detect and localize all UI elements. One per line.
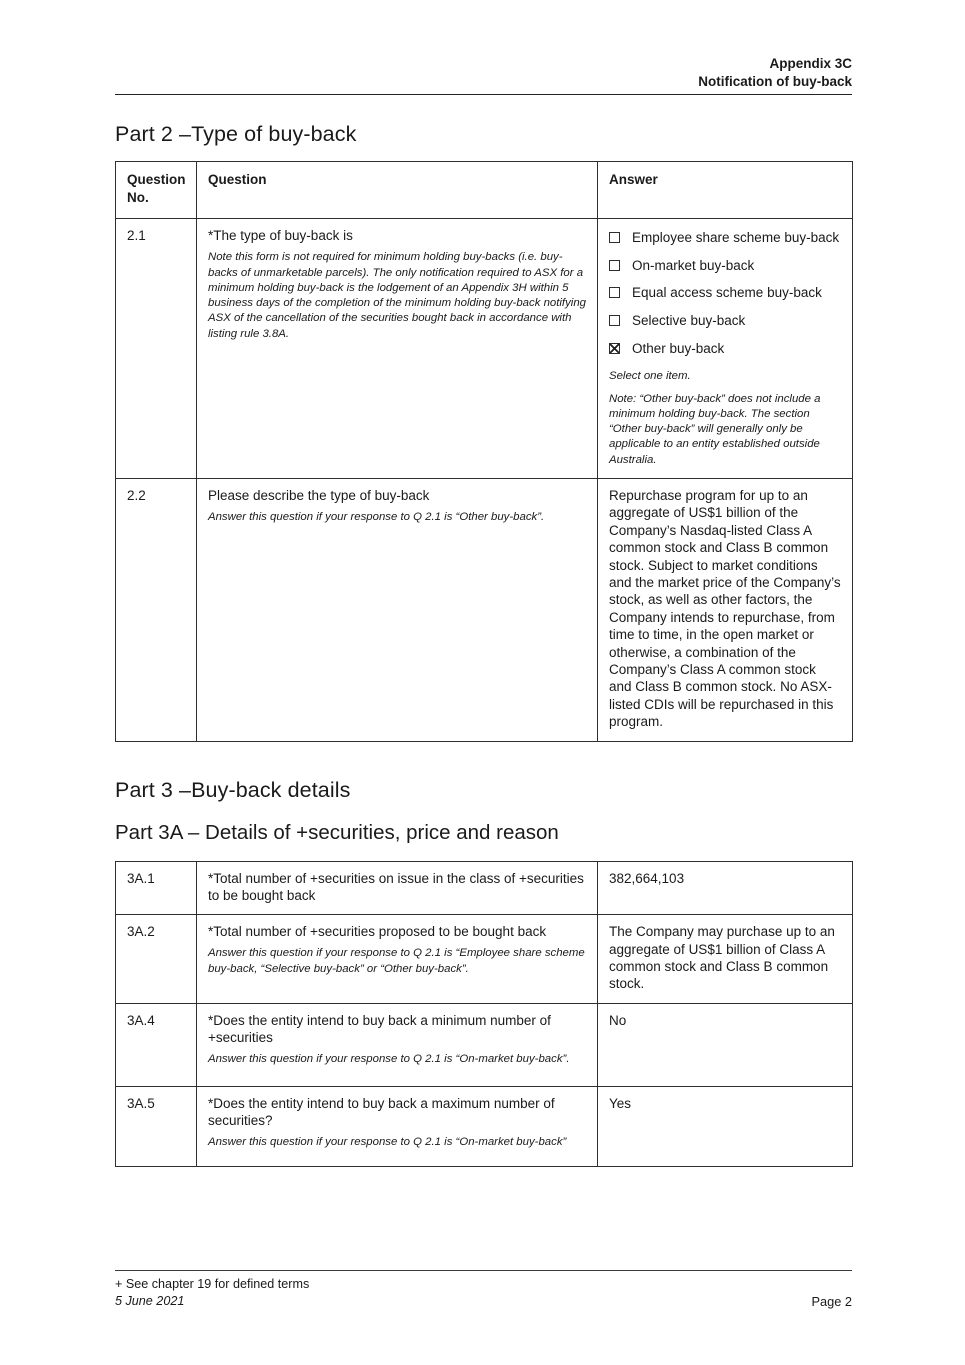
question-number: 3A.5 <box>116 1086 197 1166</box>
answer-text: The Company may purchase up to an aggregate of US$1 billion of Class A common stock and Class B common stock. <box>609 924 835 992</box>
defined-terms-note: + See chapter 19 for defined terms <box>115 1277 310 1291</box>
question-note: Answer this question if your response to Q 2.1 is “On-market buy-back”. <box>208 1053 570 1066</box>
question-note: Note this form is not required for minimum holding buy-backs (i.e. buy-backs of unmarketable parcels). The only notification required to ASX for a minimum holding buy-back is the lodgement of an Appendix 3H within 5 business days of the completion of the minimum holding buy-back notifying ASX of the cancellation of the securities bought back in accordance with listing rule 3.8A. <box>208 251 586 340</box>
question-number: 3A.1 <box>116 861 197 915</box>
answer-cell <box>598 915 853 1004</box>
question-note: Answer this question if your response to Q 2.1 is “Other buy-back”. <box>208 511 545 524</box>
answer-cell <box>598 478 853 741</box>
option-selective <box>609 312 841 331</box>
checkbox-icon <box>609 260 620 271</box>
answer-text: Yes <box>609 1095 632 1111</box>
option-on-market <box>609 257 841 276</box>
option-equal-access <box>609 284 841 303</box>
page-number: Page 2 <box>811 1294 852 1310</box>
question-cell <box>197 861 598 915</box>
option-label: Equal access scheme buy-back <box>632 285 822 301</box>
table-row <box>116 1086 853 1166</box>
table-row <box>116 1003 853 1086</box>
question-text: *Total number of +securities on issue in the class of +securities to be bought back <box>208 870 584 903</box>
question-cell <box>197 915 598 1004</box>
answer-text: 382,664,103 <box>609 870 685 886</box>
answer-note: Note: “Other buy-back” does not include a minimum holding buy-back. The section “Other buy-back” will generally only be applicable to an entity established outside Australia. <box>609 392 821 466</box>
option-other <box>609 340 841 359</box>
footer-date: 5 June 2021 <box>115 1294 185 1309</box>
question-text: *Total number of +securities proposed to be bought back <box>208 924 547 940</box>
table-row <box>116 219 853 479</box>
question-number: 3A.4 <box>116 1003 197 1086</box>
part2-heading: Part 2 –Type of buy-back <box>115 122 357 146</box>
question-cell <box>197 1086 598 1166</box>
question-note: Answer this question if your response to Q 2.1 is “Employee share scheme buy-back, “Selective buy-back” or “Other buy-back”. <box>208 947 585 975</box>
table-row <box>116 915 853 1004</box>
table-header-row <box>116 162 853 219</box>
answer-cell <box>598 1003 853 1086</box>
question-cell <box>197 1003 598 1086</box>
answer-text: No <box>609 1012 627 1028</box>
question-number: 2.2 <box>116 478 197 741</box>
question-number: 3A.2 <box>116 915 197 1004</box>
question-note: Answer this question if your response to Q 2.1 is “On-market buy-back” <box>208 1136 567 1149</box>
question-text: *Does the entity intend to buy back a minimum number of +securities <box>208 1012 551 1046</box>
part2-table <box>115 161 853 742</box>
col-header-question-no: Question No. <box>116 162 197 219</box>
question-text: *The type of buy-back is <box>208 228 353 244</box>
option-label: Other buy-back <box>632 340 725 356</box>
document-header <box>115 0 852 95</box>
checkbox-checked-icon <box>609 343 620 354</box>
question-text: Please describe the type of buy-back <box>208 487 430 503</box>
option-label: On-market buy-back <box>632 257 755 273</box>
col-header-question: Question <box>197 162 598 219</box>
table-row <box>116 478 853 741</box>
table-row <box>116 861 853 915</box>
option-label: Selective buy-back <box>632 312 746 328</box>
question-text: *Does the entity intend to buy back a maximum number of securities? <box>208 1095 555 1129</box>
part3a-heading: Part 3A – Details of +securities, price and reason <box>115 820 559 844</box>
answer-note: Select one item. <box>609 370 691 383</box>
document-footer <box>115 1270 852 1309</box>
header-rule <box>115 94 852 95</box>
question-cell <box>197 478 598 741</box>
checkbox-icon <box>609 315 620 326</box>
part3a-table <box>115 861 853 1167</box>
form-title: Notification of buy-back <box>698 74 852 89</box>
footer-rule <box>115 1270 852 1271</box>
option-label: Employee share scheme buy-back <box>632 230 840 246</box>
answer-cell <box>598 219 853 479</box>
answer-cell <box>598 861 853 915</box>
option-employee-share-scheme <box>609 229 841 248</box>
part3-heading: Part 3 –Buy-back details <box>115 777 351 802</box>
col-header-answer: Answer <box>598 162 853 219</box>
answer-cell <box>598 1086 853 1166</box>
appendix-title: Appendix 3C <box>769 56 852 71</box>
checkbox-icon <box>609 287 620 298</box>
answer-text: Repurchase program for up to an aggregate of US$1 billion of the Company’s Nasdaq-listed Class A common stock and Class B common stock. Subject to market conditions and the market price of the Company’s stock, as well as other factors, the Company intends to repurchase, from time to time, in the open market or otherwise, a combination of the Company’s Class A common stock and Class B common stock. No ASX-listed CDIs will be repurchased in this program. <box>609 487 841 730</box>
checkbox-icon <box>609 232 620 243</box>
question-number: 2.1 <box>116 219 197 479</box>
question-cell <box>197 219 598 479</box>
